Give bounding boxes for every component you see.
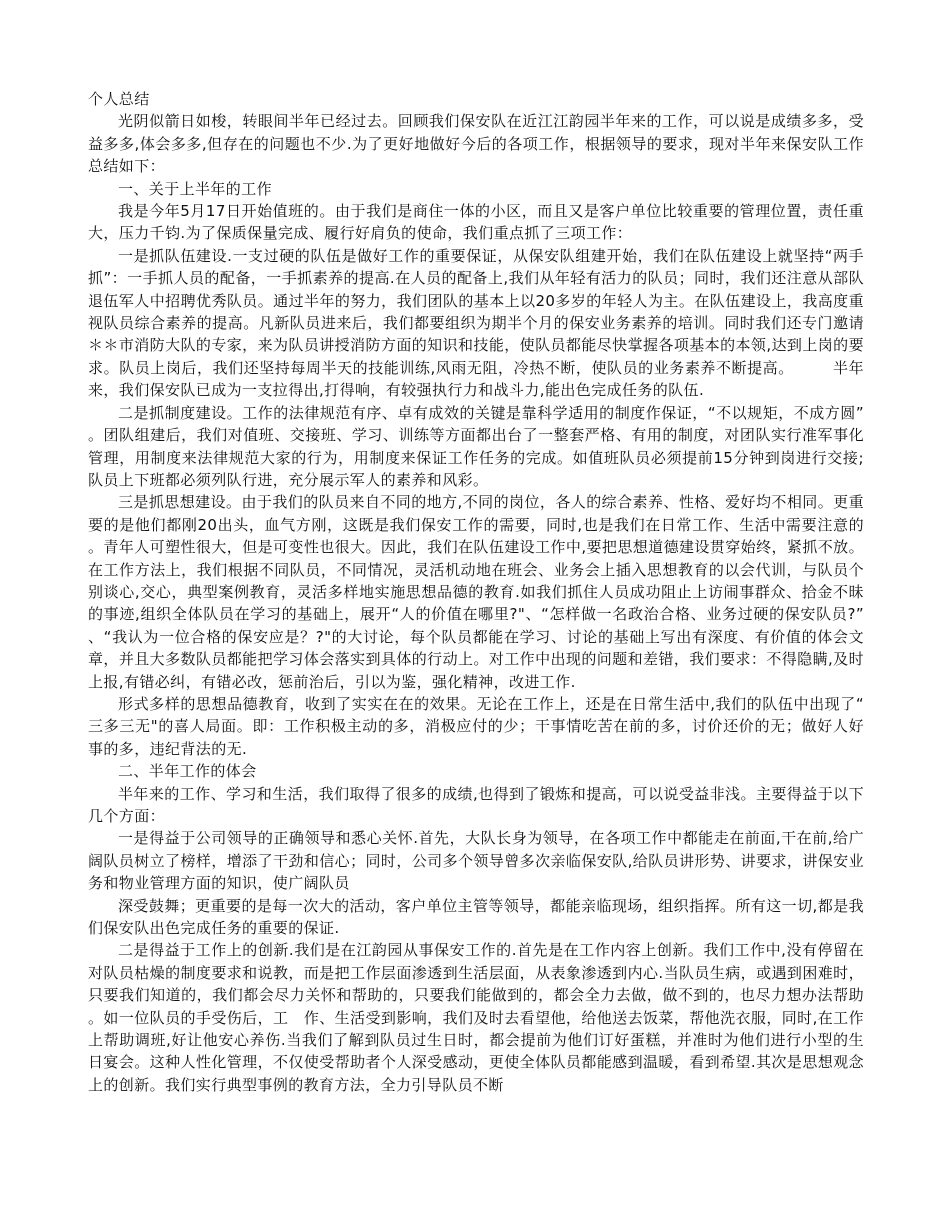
paragraph-education-results: 形式多样的思想品德教育，收到了实实在在的效果。无论在工作上，还是在日常生活中,我们的队伍中出现了“三多三无"的喜人局面。即：工作积极主动的多，消极应付的少；干事情吃苦在前的多，讨价还价的无；做好人好事的多，违纪背法的无.	[88, 694, 864, 758]
paragraph-intro: 光阴似箭日如梭，转眼间半年已经过去。回顾我们保安队在近江江韵园半年来的工作，可以说是成绩多多，受益多多,体会多多,但存在的问题也不少.为了更好地做好今后的各项工作，根据领导的要求，现对半年来保安队工作总结如下：	[88, 112, 864, 176]
paragraph-innovation: 二是得益于工作上的创新.我们是在江韵园从事保安工作的.首先是在工作内容上创新。我们工作中,没有停留在对队员枯燥的制度要求和说教，而是把工作层面渗透到生活层面，从表象渗透到内心.当队员生病，或遇到困难时，只要我们知道的，我们都会尽力关怀和帮助的，只要我们能做到的，都会全力去做，做不到的，也尽力想办法帮助。如一位队员的手受伤后，工 作、生活受到影响，我们及时去看望他，给他送去饭菜，帮他洗衣服，同时,在工作上帮助调班,好让他安心养伤.当我们了解到队员过生日时，都会提前为他们订好蛋糕，并准时为他们进行小型的生日宴会。这种人性化管理，不仅使受帮助者个人深受感动，更使全体队员都能感到温暖，看到希望.其次是思想观念上的创新。我们实行典型事例的教育方法，全力引导队员不断	[88, 941, 864, 1094]
paragraph-gains-intro: 半年来的工作、学习和生活，我们取得了很多的成绩,也得到了锻炼和提高，可以说受益非浅。主要得益于以下几个方面：	[88, 784, 864, 825]
paragraph-team-building: 一是抓队伍建设.一支过硬的队伍是做好工作的重要保证，从保安队组建开始，我们在队伍建设上就坚持“两手抓”：一手抓人员的配备，一手抓素养的提高.在人员的配备上,我们从年轻有活力的队员；同时，我们还注意从部队退伍军人中招聘优秀队员。通过半年的努力，我们团队的基本上以20多岁的年轻人为主。在队伍建设上，我高度重视队员综合素养的提高。凡新队员进来后，我们都要组织为期半个月的保安业务素养的培训。同时我们还专门邀请＊＊市消防大队的专家，来为队员讲授消防方面的知识和技能，使队员都能尽快掌握各项基本的本领,达到上岗的要求。队员上岗后，我们还坚持每周半天的技能训练,风雨无阻，冷热不断，使队员的业务素养不断提高。 半年来，我们保安队已成为一支拉得出,打得响，有较强执行力和战斗力,能出色完成任务的队伍.	[88, 246, 864, 400]
paragraph-leadership: 一是得益于公司领导的正确领导和悉心关怀.首先，大队长身为领导，在各项工作中都能走在前面,干在前,给广阔队员树立了榜样，增添了干劲和信心；同时，公司多个领导曾多次亲临保安队,给队员讲形势、讲要求，讲保安业务和物业管理方面的知识，使广阔队员	[88, 829, 864, 893]
paragraph-system-building: 二是抓制度建设。工作的法律规范有序、卓有成效的关键是靠科学适用的制度作保证，“不以规矩，不成方圆”。团队组建后，我们对值班、交接班、学习、训练等方面都出台了一整套严格、有用的制度，对团队实行准军事化管理，用制度来法律规范大家的行为，用制度来保证工作任务的完成。如值班队员必须提前15分钟到岗进行交接;队员上下班都必须列队行进，充分展示军人的素养和风彩。	[88, 403, 864, 489]
document-title: 个人总结	[88, 90, 150, 108]
section-heading-1: 一、关于上半年的工作	[118, 179, 273, 198]
section-heading-2: 二、半年工作的体会	[118, 762, 257, 781]
paragraph-encouragement: 深受鼓舞；更重要的是每一次大的活动，客户单位主管等领导，都能亲临现场，组织指挥。所有这一切,都是我们保安队出色完成任务的重要的保证.	[88, 896, 864, 938]
paragraph-start-duty: 我是今年5月17日开始值班的。由于我们是商住一体的小区，而且又是客户单位比较重要的管理位置，责任重大，压力千钧.为了保质保量完成、履行好肩负的使命，我们重点抓了三项工作：	[88, 202, 864, 243]
paragraph-ideology-building: 三是抓思想建设。由于我们的队员来自不同的地方,不同的岗位，各人的综合素养、性格、爱好均不相同。更重要的是他们都刚20出头，血气方刚，这既是我们保安工作的需要，同时,也是我们在日常工作、生活中需要注意的。青年人可塑性很大，但是可变性也很大。因此，我们在队伍建设工作中,要把思想道德建设贯穿始终，紧抓不放。在工作方法上，我们根据不同队员，不同情况，灵活机动地在班会、业务会上插入思想教育的以会代训，与队员个别谈心,交心，典型案例教育，灵活多样地实施思想品德的教育.如我们抓住人员成功阻止上访闹事群众、拾金不昧的事迹,组织全体队员在学习的基础上，展开“人的价值在哪里?"、“怎样做一名政治合格、业务过硬的保安队员?”、“我认为一位合格的保安应是？?"的大讨论，每个队员都能在学习、讨论的基础上写出有深度、有价值的体会文章，并且大多数队员都能把学习体会落实到具体的行动上。对工作中出现的问题和差错，我们要求：不得隐瞒,及时上报,有错必纠，有错必改，惩前治后，引以为鉴，强化精神，改进工作.	[88, 493, 864, 691]
